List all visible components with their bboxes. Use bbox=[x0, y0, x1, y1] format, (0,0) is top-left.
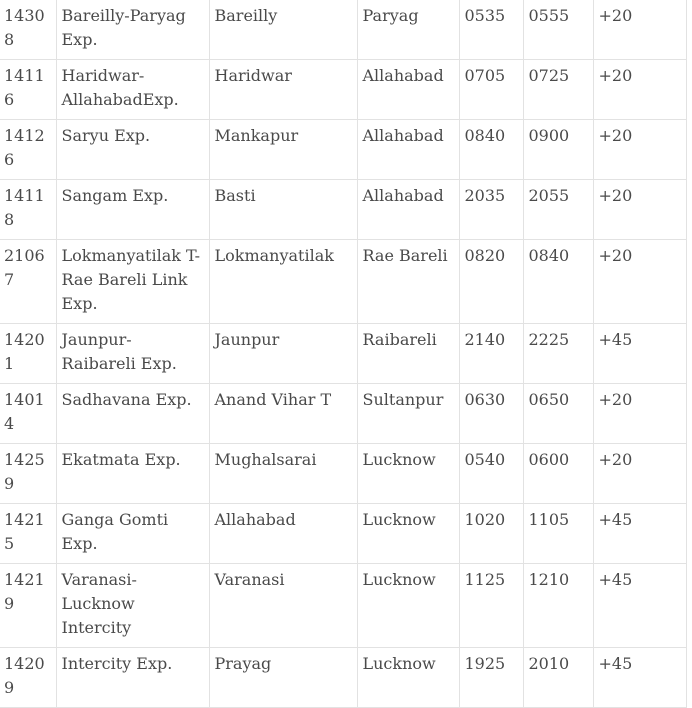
halt-minutes: +45 bbox=[593, 504, 686, 564]
train-number: 14014 bbox=[0, 384, 56, 444]
halt-minutes: +20 bbox=[593, 120, 686, 180]
train-number: 14215 bbox=[0, 504, 56, 564]
train-number: 14126 bbox=[0, 120, 56, 180]
destination-station: Lucknow bbox=[357, 648, 459, 708]
train-name: Jaunpur-Raibareli Exp. bbox=[56, 324, 209, 384]
halt-minutes: +45 bbox=[593, 648, 686, 708]
departure-time: 0725 bbox=[523, 60, 593, 120]
table-row bbox=[0, 444, 686, 504]
departure-time: 2055 bbox=[523, 180, 593, 240]
arrival-time: 2140 bbox=[459, 324, 523, 384]
departure-time: 0555 bbox=[523, 0, 593, 60]
halt-minutes: +45 bbox=[593, 324, 686, 384]
train-name: Sangam Exp. bbox=[56, 180, 209, 240]
departure-time: 0600 bbox=[523, 444, 593, 504]
train-name: Intercity Exp. bbox=[56, 648, 209, 708]
table-row bbox=[0, 384, 686, 444]
destination-station: Raibareli bbox=[357, 324, 459, 384]
destination-station: Rae Bareli bbox=[357, 240, 459, 324]
table-row bbox=[0, 0, 686, 60]
destination-station: Paryag bbox=[357, 0, 459, 60]
halt-minutes: +20 bbox=[593, 444, 686, 504]
table-row bbox=[0, 324, 686, 384]
departure-time: 0650 bbox=[523, 384, 593, 444]
arrival-time: 0540 bbox=[459, 444, 523, 504]
departure-time: 1210 bbox=[523, 564, 593, 648]
table-row bbox=[0, 60, 686, 120]
train-number: 14116 bbox=[0, 60, 56, 120]
destination-station: Allahabad bbox=[357, 180, 459, 240]
train-name: Sadhavana Exp. bbox=[56, 384, 209, 444]
origin-station: Haridwar bbox=[209, 60, 357, 120]
table-row bbox=[0, 120, 686, 180]
train-number: 14219 bbox=[0, 564, 56, 648]
halt-minutes: +20 bbox=[593, 0, 686, 60]
arrival-time: 0705 bbox=[459, 60, 523, 120]
table-row bbox=[0, 180, 686, 240]
table-row bbox=[0, 648, 686, 708]
table-row bbox=[0, 240, 686, 324]
destination-station: Lucknow bbox=[357, 444, 459, 504]
halt-minutes: +20 bbox=[593, 180, 686, 240]
departure-time: 0900 bbox=[523, 120, 593, 180]
halt-minutes: +20 bbox=[593, 240, 686, 324]
arrival-time: 0535 bbox=[459, 0, 523, 60]
origin-station: Prayag bbox=[209, 648, 357, 708]
train-name: Saryu Exp. bbox=[56, 120, 209, 180]
origin-station: Lokmanyatilak bbox=[209, 240, 357, 324]
halt-minutes: +20 bbox=[593, 60, 686, 120]
origin-station: Basti bbox=[209, 180, 357, 240]
table-row bbox=[0, 504, 686, 564]
arrival-time: 0840 bbox=[459, 120, 523, 180]
train-number: 14308 bbox=[0, 0, 56, 60]
destination-station: Allahabad bbox=[357, 120, 459, 180]
origin-station: Mughalsarai bbox=[209, 444, 357, 504]
train-name: Ekatmata Exp. bbox=[56, 444, 209, 504]
table-row bbox=[0, 564, 686, 648]
origin-station: Allahabad bbox=[209, 504, 357, 564]
arrival-time: 1125 bbox=[459, 564, 523, 648]
origin-station: Anand Vihar T bbox=[209, 384, 357, 444]
destination-station: Lucknow bbox=[357, 564, 459, 648]
train-number: 14209 bbox=[0, 648, 56, 708]
departure-time: 2010 bbox=[523, 648, 593, 708]
train-name: Haridwar-AllahabadExp. bbox=[56, 60, 209, 120]
departure-time: 0840 bbox=[523, 240, 593, 324]
arrival-time: 2035 bbox=[459, 180, 523, 240]
train-number: 14259 bbox=[0, 444, 56, 504]
train-number: 14201 bbox=[0, 324, 56, 384]
halt-minutes: +20 bbox=[593, 384, 686, 444]
train-name: Varanasi-Lucknow Intercity bbox=[56, 564, 209, 648]
origin-station: Jaunpur bbox=[209, 324, 357, 384]
train-name: Bareilly-Paryag Exp. bbox=[56, 0, 209, 60]
train-number: 21067 bbox=[0, 240, 56, 324]
destination-station: Lucknow bbox=[357, 504, 459, 564]
origin-station: Bareilly bbox=[209, 0, 357, 60]
origin-station: Mankapur bbox=[209, 120, 357, 180]
arrival-time: 1020 bbox=[459, 504, 523, 564]
train-name: Ganga Gomti Exp. bbox=[56, 504, 209, 564]
departure-time: 1105 bbox=[523, 504, 593, 564]
arrival-time: 0820 bbox=[459, 240, 523, 324]
departure-time: 2225 bbox=[523, 324, 593, 384]
arrival-time: 0630 bbox=[459, 384, 523, 444]
arrival-time: 1925 bbox=[459, 648, 523, 708]
train-number: 14118 bbox=[0, 180, 56, 240]
destination-station: Sultanpur bbox=[357, 384, 459, 444]
train-name: Lokmanyatilak T-Rae Bareli Link Exp. bbox=[56, 240, 209, 324]
destination-station: Allahabad bbox=[357, 60, 459, 120]
halt-minutes: +45 bbox=[593, 564, 686, 648]
origin-station: Varanasi bbox=[209, 564, 357, 648]
